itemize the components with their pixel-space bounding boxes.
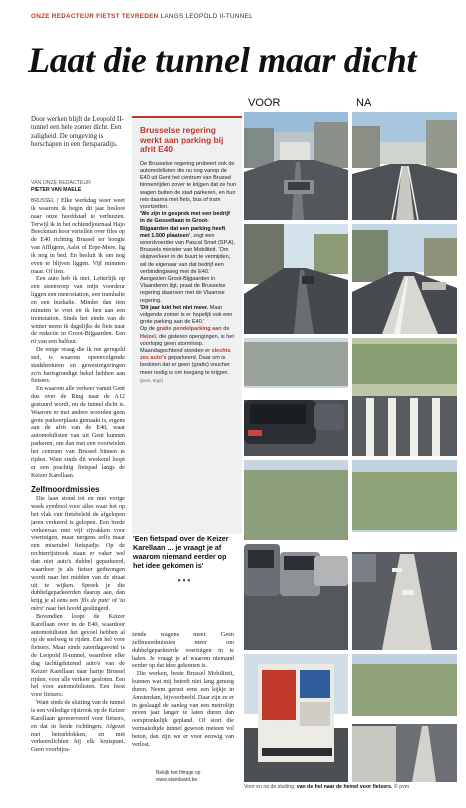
photo-before-3 bbox=[244, 338, 348, 456]
infobox bbox=[132, 116, 242, 534]
caption-prefix: Voor en na de sluiting: bbox=[244, 784, 297, 790]
article-column-2 bbox=[132, 632, 234, 750]
article-paragraph: De enige vraag die ik me geregeld stel, is waarom opeenvolgende stadsbesturen en gewestregeringen zo'n hartsgrondige hekel hebben aan fietsers. bbox=[31, 347, 125, 385]
article-paragraph: Want sinds de sluiting van de tunnel is een volledige rijstrook op de Keizer Karellaan gereserveerd voor fietsers, en dat in beide richtingen. Afgezet met betonblokken, en met verkeerslichten bij elk kruispunt. Geen voorbijra- bbox=[31, 700, 125, 754]
byline-role: VAN ONZE REDACTEUR bbox=[31, 180, 91, 186]
article-paragraph: Bovendien loopt de Keizer Karellaan over in de E40, waardoor automobilisten het gevoel hebben al op de snelweg te rijden. Een hel voor fietsers. Maar sinds zaterdagavond is de Leopold II-tunnel, waardoor elke dag tachtigduizend auto's van de Keizer Karellaan naar hartje Brussel rijden, voor alle verkeer gesloten. Een hel voor automobilisten. Een feest voor fietsers. bbox=[31, 613, 125, 699]
kicker-rest: LANGS LEOPOLD II-TUNNEL bbox=[160, 13, 253, 20]
subheading: Zelfmoordmissies bbox=[31, 485, 100, 495]
article-paragraph: Die laan stond tot en met vorige week symbool voor alles waar het op het vlak van fietsbeleid de afgelopen jaren verkeerd is gelopen. Een brede verkeersas met vijf rijvakken voor voertuigen, maar nergens zelfs maar een miserabel fietspadje. Op de rechterrijstrook staan er vaker wel dan niet auto's dubbel geparkeerd, waardoor je als fietser gedwongen wordt naar het midden van de straat uit te wijken. Spreek je die dubbelgeparkeerden daarop aan, dan krijg je al eens een 'fils de pute' of 'ta mère' naar het hoofd geslingerd. bbox=[31, 496, 125, 613]
label-after: NA bbox=[356, 97, 372, 109]
pullquote-dots: ••• bbox=[177, 576, 193, 585]
photo-after-4 bbox=[352, 460, 457, 650]
article-paragraph: BRUSSEL | Elke werkdag weer weet ik waarom ik begin dit jaar besloot naar onze hoofdstad te verhuizen. Terwijl ik in het ochtendjournaal Hajo Beeckman hoor vertellen over files op de E40 richting Brussel ter hoogte van Affligem, Aalst of Erpe-Mere, lig ik nog in bed. En besluit ik om nog even te blijven liggen. Vijf minuten maar. Of tien. bbox=[31, 198, 125, 275]
article-paragraph: zende wagens meer. Geen zelfmoordmissies meer om dubbelgeparkeerde voertuigen in te halen. Je vraagt je af waarom niemand eerder op dat idee gekomen is. bbox=[132, 632, 234, 670]
photo-after-2 bbox=[352, 224, 457, 334]
photo-after-1 bbox=[352, 112, 457, 220]
byline bbox=[31, 180, 125, 194]
infobox-text: De Brusselse regering probeert ook de automobilisten die nu nog vanop de E40 uit Gent het centrum van Brussel binnenrijden zover te krijgen dat ze hun wagen buiten de stad parkeren, en hun reis daarna met fiets, bus of tram voortzetten. 'We zijn in gesprek met een bedrijf in de Gossetlaan in Groot-Bijgaarden dat een parking heeft met 1.500 plaatsen', zegt een woordvoerder van Pascal Smet (SP.A), Brussels minister van Mobiliteit. 'Om sluipverkeer in de buurt te vermijden, wil de eigenaar van dat bedrijf een verbindingsweg met de E40.' Aangezien Groot-Bijgaarden in Vlaanderen ligt, praat de Brusselse regering daarover met de Vlaamse regering. 'Dit jaar lukt het niet meer. Maar volgende zomer is er hopelijk ook een grote parking aan de E40.' Op de gratis pendelparking aan de Heizel, die gisteren opengingen, is het voorlopig geen stormloop. Maandagochtend stonden er slechts zes auto's geparkeerd. Daar om is besloten dat er geen (gratis) voucher meer nodig is om toegang te krijgen. (pvm, tegs) bbox=[140, 160, 237, 383]
photo-after-5 bbox=[352, 654, 457, 782]
photo-caption bbox=[244, 784, 457, 791]
web-reference: Bekijk het filmpje op www.standaard.be bbox=[156, 770, 201, 783]
photo-before-2 bbox=[244, 224, 348, 334]
label-before: VOOR bbox=[248, 97, 281, 109]
pullquote bbox=[133, 534, 237, 585]
pullquote-text: 'Een fietspad over de Keizer Karellaan ... je vraagt je af waarom niemand eerder op het idee gekomen is' bbox=[133, 534, 229, 570]
article-column-1 bbox=[31, 198, 125, 755]
article-paragraph: Een auto heb ik niet. Letterlijk op een steenworp van mijn voordeur liggen een metrostation, een tramhalte en een bushalte. Minder dan tien minuten te voet en ik ben aan een treinstation. Sinds het einde van de winter neem ik dagelijks de fiets naar de redactie in Groot-Bijgaarden. Een rit van een halfuur. bbox=[31, 276, 125, 346]
article-paragraph: En waarom alle verkeer vanuit Gent dus over de Ring naar de A12 gestuurd wordt, nu de tunnel dicht is. Waarom er met andere woorden geen grote parkeerplaats gemaakt is, ergens aan de afrit van de E40, waar automobilisten van uit Gent kunnen parkeren, om dan met een voorwielen het centrum van Brussel binnen te rijden. Want sinds dit weekend loopt er een prachtig fietspad langs de Keizer Karellaan. bbox=[31, 386, 125, 479]
photo-before-4 bbox=[244, 460, 348, 650]
caption-bold: van de hel naar de hemel voor fietsers. bbox=[296, 784, 393, 790]
kicker bbox=[31, 13, 253, 20]
article-paragraph: Die werken, beste Brussel Mobiliteit, kunnen wat mij betreft niet lang genoeg duren. Neem gerust eens een kijkje in Amsterdam, bijvoorbeeld. Daar zijn ze er in geslaagd de aanleg van een metrolijn zeven jaar langer te laten duren dan oorspronkelijk gepland. Of stort die vermaledijde tunnel gewoon meteen vol beton, dan zijn we er voor eeuwig van verlost. bbox=[132, 671, 234, 748]
photo-after-3 bbox=[352, 338, 457, 456]
headline: Laat die tunnel maar dicht bbox=[28, 40, 417, 80]
caption-credit: © pvm bbox=[393, 784, 410, 790]
photo-before-5 bbox=[244, 654, 348, 782]
infobox-credit: (pvm, tegs) bbox=[140, 377, 163, 383]
byline-author: PIETER VAN MAELE bbox=[31, 187, 82, 193]
photo-before-1 bbox=[244, 112, 348, 220]
infobox-title: Brusselse regering werkt aan parking bij afrit E40 bbox=[140, 125, 224, 155]
kicker-highlight: ONZE REDACTEUR FIETST TEVREDEN bbox=[31, 13, 159, 20]
dateline: BRUSSEL bbox=[31, 198, 55, 204]
lead-paragraph: Door werken blijft de Leopold II-tunnel een hele zomer dicht. Een zaligheid. De omgeving is herschapen in een fietsparadijs. bbox=[31, 116, 124, 149]
